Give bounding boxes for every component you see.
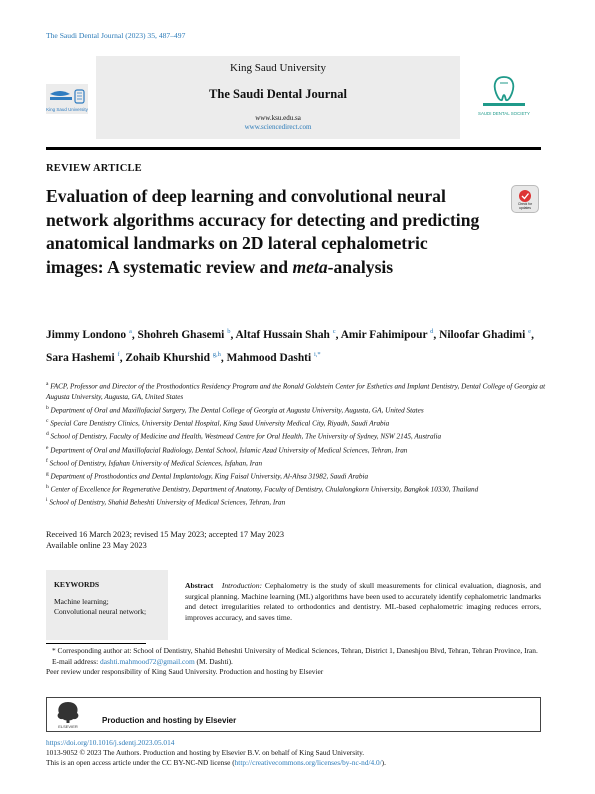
author-name: Altaf Hussain Shah (235, 328, 330, 341)
check-updates-label: Check for updates (517, 202, 533, 210)
affiliation-item (46, 495, 546, 508)
email-suffix: (M. Dashti). (194, 656, 233, 666)
title-text: Evaluation of deep learning and convolutional neural network algorithms accuracy for detecting and predicting anatomical landmarks on 2D lateral cephalometric images: A systematic review and (46, 186, 480, 277)
author-name: Sara Hashemi (46, 352, 115, 365)
university-name: King Saud University (230, 62, 326, 74)
article-title (46, 185, 486, 279)
ksu-url[interactable]: www.ksu.edu.sa (255, 114, 301, 122)
check-for-updates-button[interactable] (511, 185, 539, 213)
author-list (46, 322, 541, 369)
journal-reference[interactable]: The Saudi Dental Journal (2023) 35, 487–497 (46, 31, 186, 40)
header-rule (46, 147, 541, 150)
keyword-item: Machine learning; (54, 597, 109, 606)
author-name: Shohreh Ghasemi (137, 328, 225, 341)
license-link[interactable]: http://creativecommons.org/licenses/by-nc-nd/4.0/ (234, 757, 382, 767)
affiliation-text: Department of Prosthodontics and Dental Implantology, King Faisal University, Al-Ahsa 31982, Saudi Arabia (50, 472, 369, 481)
author-name: Niloofar Ghadimi (439, 328, 526, 341)
footnote-rule (46, 643, 146, 644)
author-name: Mahmood Dashti (226, 352, 312, 365)
producer-box (46, 697, 541, 732)
article-type: REVIEW ARTICLE (46, 163, 142, 174)
author-separator: , (230, 328, 236, 341)
affiliation-marker: f (46, 457, 48, 464)
author-name: Amir Fahimipour (340, 328, 428, 341)
right-logo-caption: SAUDI DENTAL SOCIETY (478, 111, 530, 116)
affiliation-text: Department of Oral and Maxillofacial Surgery, The Dental College of Georgia at Augusta University, Augusta, GA, United States (50, 406, 424, 415)
author-affiliation-marker[interactable]: i,* (313, 351, 321, 359)
keywords-list (54, 597, 164, 617)
license-prefix: This is an open access article under the CC BY-NC-ND license ( (46, 757, 235, 767)
affiliation-item (46, 379, 546, 403)
sciencedirect-url[interactable]: www.sciencedirect.com (244, 123, 312, 131)
abstract-label: Abstract (185, 581, 214, 590)
online-date: Available online 23 May 2023 (46, 540, 147, 550)
affiliation-item (46, 482, 546, 495)
author-affiliation-marker[interactable]: g,h (212, 351, 221, 359)
abstract (185, 581, 541, 623)
affiliation-text: School of Dentistry, Isfahan University of Medical Sciences, Isfahan, Iran (49, 459, 263, 468)
email-line (46, 657, 541, 668)
license-line (46, 758, 541, 768)
elsevier-logo-text: ELSEVIER (58, 724, 78, 729)
author-separator: , (335, 328, 341, 341)
author-separator: , (433, 328, 440, 341)
peer-review-note: Peer review under responsibility of King Saud University. Production and hosting by Elsevier (46, 667, 324, 676)
title-italic: meta (292, 256, 328, 277)
producer-text: Production and hosting by Elsevier (102, 716, 237, 725)
affiliation-text: Department of Oral and Maxillofacial Radiology, Dental School, Islamic Azad University of Medical Sciences, Tehran, Iran (50, 445, 408, 454)
left-logo-caption: King Saud University (46, 107, 88, 112)
affiliation-item (46, 416, 546, 429)
author-affiliation-marker[interactable]: a (128, 328, 132, 335)
affiliation-marker: b (46, 404, 49, 411)
affiliation-marker: a (46, 381, 49, 387)
author-affiliation-marker[interactable]: e (528, 328, 532, 335)
affiliations (46, 379, 546, 508)
author-affiliation-marker[interactable]: f (117, 351, 120, 359)
affiliation-item (46, 403, 546, 416)
keyword-item: Convolutional neural network; (54, 607, 147, 616)
corresponding-author: * Corresponding author at: School of Dentistry, Shahid Beheshti University of Medical Sciences, Tehran, District 1, Daneshjou Blvd, Tehran, Tehran Province, Iran. (52, 646, 538, 655)
affiliation-text: Special Care Dentistry Clinics, University Dental Hospital, King Saud University Medical City, Riyadh, Saudi Arabia (50, 419, 390, 428)
affiliation-item (46, 469, 546, 482)
doi-link[interactable]: https://doi.org/10.1016/j.sdentj.2023.05.014 (46, 738, 175, 747)
abstract-subheading: Introduction: (221, 581, 263, 590)
journal-title: The Saudi Dental Journal (209, 87, 347, 101)
author-name: Jimmy Londono (46, 328, 127, 341)
author-name: Zohaib Khurshid (125, 352, 210, 365)
bottom-info (46, 738, 541, 767)
affiliation-text: Center of Excellence for Regenerative Dentistry, Department of Anatomy, Faculty of Dentistry, Chulalongkorn University, Bangkok 10330, Thailand (50, 485, 479, 494)
author-separator: , (531, 328, 534, 341)
license-suffix: ). (381, 757, 386, 767)
received-dates: Received 16 March 2023; revised 15 May 2023; accepted 17 May 2023 (46, 530, 285, 539)
footnotes (46, 646, 541, 678)
affiliation-text: FACP, Professor and Director of the Prosthodontics Residency Program and the Ronald Goldstein Center for Esthetics and Implant Dentistry, Dental College of Georgia at Augusta University, Augusta, GA, United States (46, 382, 546, 402)
affiliation-item (46, 429, 546, 442)
affiliation-marker: g (46, 470, 49, 477)
affiliation-marker: d (46, 431, 49, 438)
author-separator: , (131, 328, 138, 341)
author-affiliation-marker[interactable]: d (430, 328, 434, 335)
keywords-title: KEYWORDS (54, 580, 100, 589)
affiliation-item (46, 456, 546, 469)
affiliation-text: School of Dentistry, Shahid Beheshti University of Medical Sciences, Tehran, Iran (49, 498, 286, 507)
title-text-end: -analysis (327, 256, 394, 277)
elsevier-tree-logo (52, 699, 84, 729)
author-separator: , (119, 352, 126, 365)
copyright-line: 1013-9052 © 2023 The Authors. Production and hosting by Elsevier B.V. on behalf of King Saud University. (46, 747, 365, 757)
author-affiliation-marker[interactable]: b (227, 328, 231, 335)
affiliation-marker: i (46, 497, 48, 504)
affiliation-marker: h (46, 484, 49, 491)
author-separator: , (220, 352, 227, 365)
affiliation-item (46, 443, 546, 456)
abstract-text: Cephalometry is the study of skull measurements for clinical evaluation, diagnosis, and surgical planning. Machine learning (ML) algorithms have been used to accurately identify cephalometric landmarks and detect irregularities related to orthodontics and dentistry. ML-based cephalometric imaging reduces errors, improves accuracy, and saves time. (185, 581, 541, 622)
article-dates (46, 530, 446, 551)
email-link[interactable]: dashti.mahmood72@gmail.com (100, 656, 195, 666)
email-label: E-mail address: (52, 656, 101, 666)
affiliation-text: School of Dentistry, Faculty of Medicine and Health, Westmead Centre for Oral Health, The University of Sydney, NSW 2145, Australia (50, 432, 442, 441)
author-affiliation-marker[interactable]: c (332, 328, 336, 335)
affiliation-marker: c (46, 418, 49, 425)
affiliation-marker: e (46, 444, 49, 451)
